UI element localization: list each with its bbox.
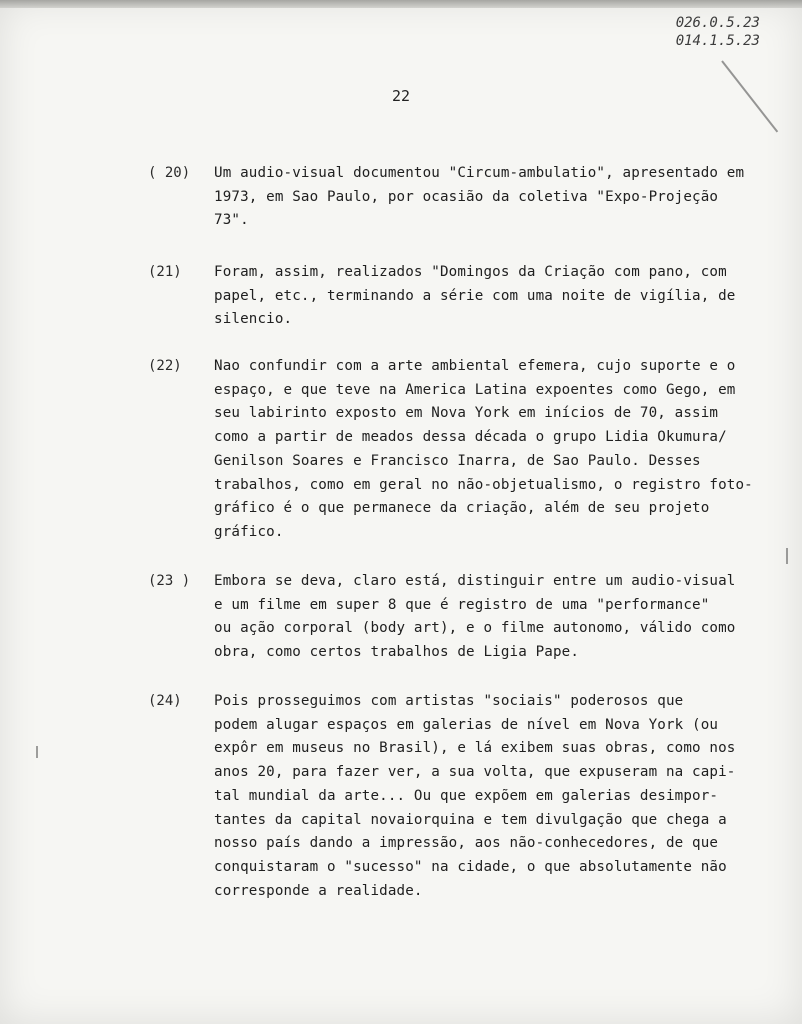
page-number: 22 [391,87,411,105]
footnote-number: (22) [148,358,182,374]
footnote-text [214,690,734,903]
footnote-line: gráfico é o que permanece da criação, além de seu projeto [214,500,710,517]
footnote-line: silencio. [214,311,293,328]
archive-code-2: 014.1.5.23 [675,33,760,49]
footnote-line: expôr em museus no Brasil), e lá exibem suas obras, como nos [214,740,736,757]
footnote-line: 73". [214,212,249,229]
footnote-number: ( 20) [148,165,191,181]
footnote-line: Pois prosseguimos com artistas "sociais" poderosos que [214,693,684,709]
footnote-line: 1973, em Sao Paulo, por ocasião da coletiva "Expo-Projeção [214,188,719,205]
footnote-text [214,162,745,233]
footnote-line: tantes da capital novaiorquina e tem divulgação que chega a [214,811,727,828]
footnote-line: tal mundial da arte... Ou que expõem em galerias desimpor- [214,787,719,804]
footnote-line: nosso país dando a impressão, aos não-conhecedores, de que [214,835,719,852]
footnote-line: corresponde a realidade. [214,882,423,899]
footnote-line: e um filme em super 8 que é registro de uma "performance" [214,596,710,613]
footnote-line: Embora se deva, claro está, distinguir entre um audio-visual [214,573,736,589]
footnote-text [214,570,734,665]
footnote-text [214,355,753,545]
footnote-line: anos 20, para fazer ver, a sua volta, que expuseram na capi- [214,764,736,781]
footnote-line: Um audio-visual documentou "Circum-ambulatio", apresentado em [214,165,745,181]
archive-code-1: 026.0.5.23 [675,15,760,31]
footnote-line: Genilson Soares e Francisco Inarra, de Sao Paulo. Desses [214,452,701,469]
footnote-line: obra, como certos trabalhos de Ligia Pape. [214,644,580,661]
scan-speck [786,548,788,564]
archive-codes [676,14,760,50]
footnote-line: trabalhos, como em geral no não-objetualismo, o registro foto- [214,476,753,493]
footnote-line: Nao confundir com a arte ambiental efemera, cujo suporte e o [214,358,736,374]
footnote-line: Foram, assim, realizados "Domingos da Criação com pano, com [214,264,727,280]
footnote-number: (23 ) [148,573,191,589]
footnote-line: conquistaram o "sucesso" na cidade, o que absolutamente não [214,858,727,875]
scan-speck [36,746,38,758]
footnote-text [214,261,734,332]
footnote-line: gráfico. [214,523,284,540]
footnote-line: ou ação corporal (body art), e o filme autonomo, válido como [214,620,736,637]
footnote-line: como a partir de meados dessa década o grupo Lidia Okumura/ [214,429,727,446]
footnote-line: papel, etc., terminando a série com uma noite de vigília, de [214,287,736,304]
scan-top-edge [0,0,802,8]
footnote-number: (24) [148,693,182,709]
footnote-line: podem alugar espaços em galerias de nível em Nova York (ou [214,716,719,733]
footnote-line: espaço, e que teve na America Latina expoentes como Gego, em [214,381,736,398]
footnote-line: seu labirinto exposto em Nova York em inícios de 70, assim [214,405,719,422]
footnote-number: (21) [148,264,182,280]
